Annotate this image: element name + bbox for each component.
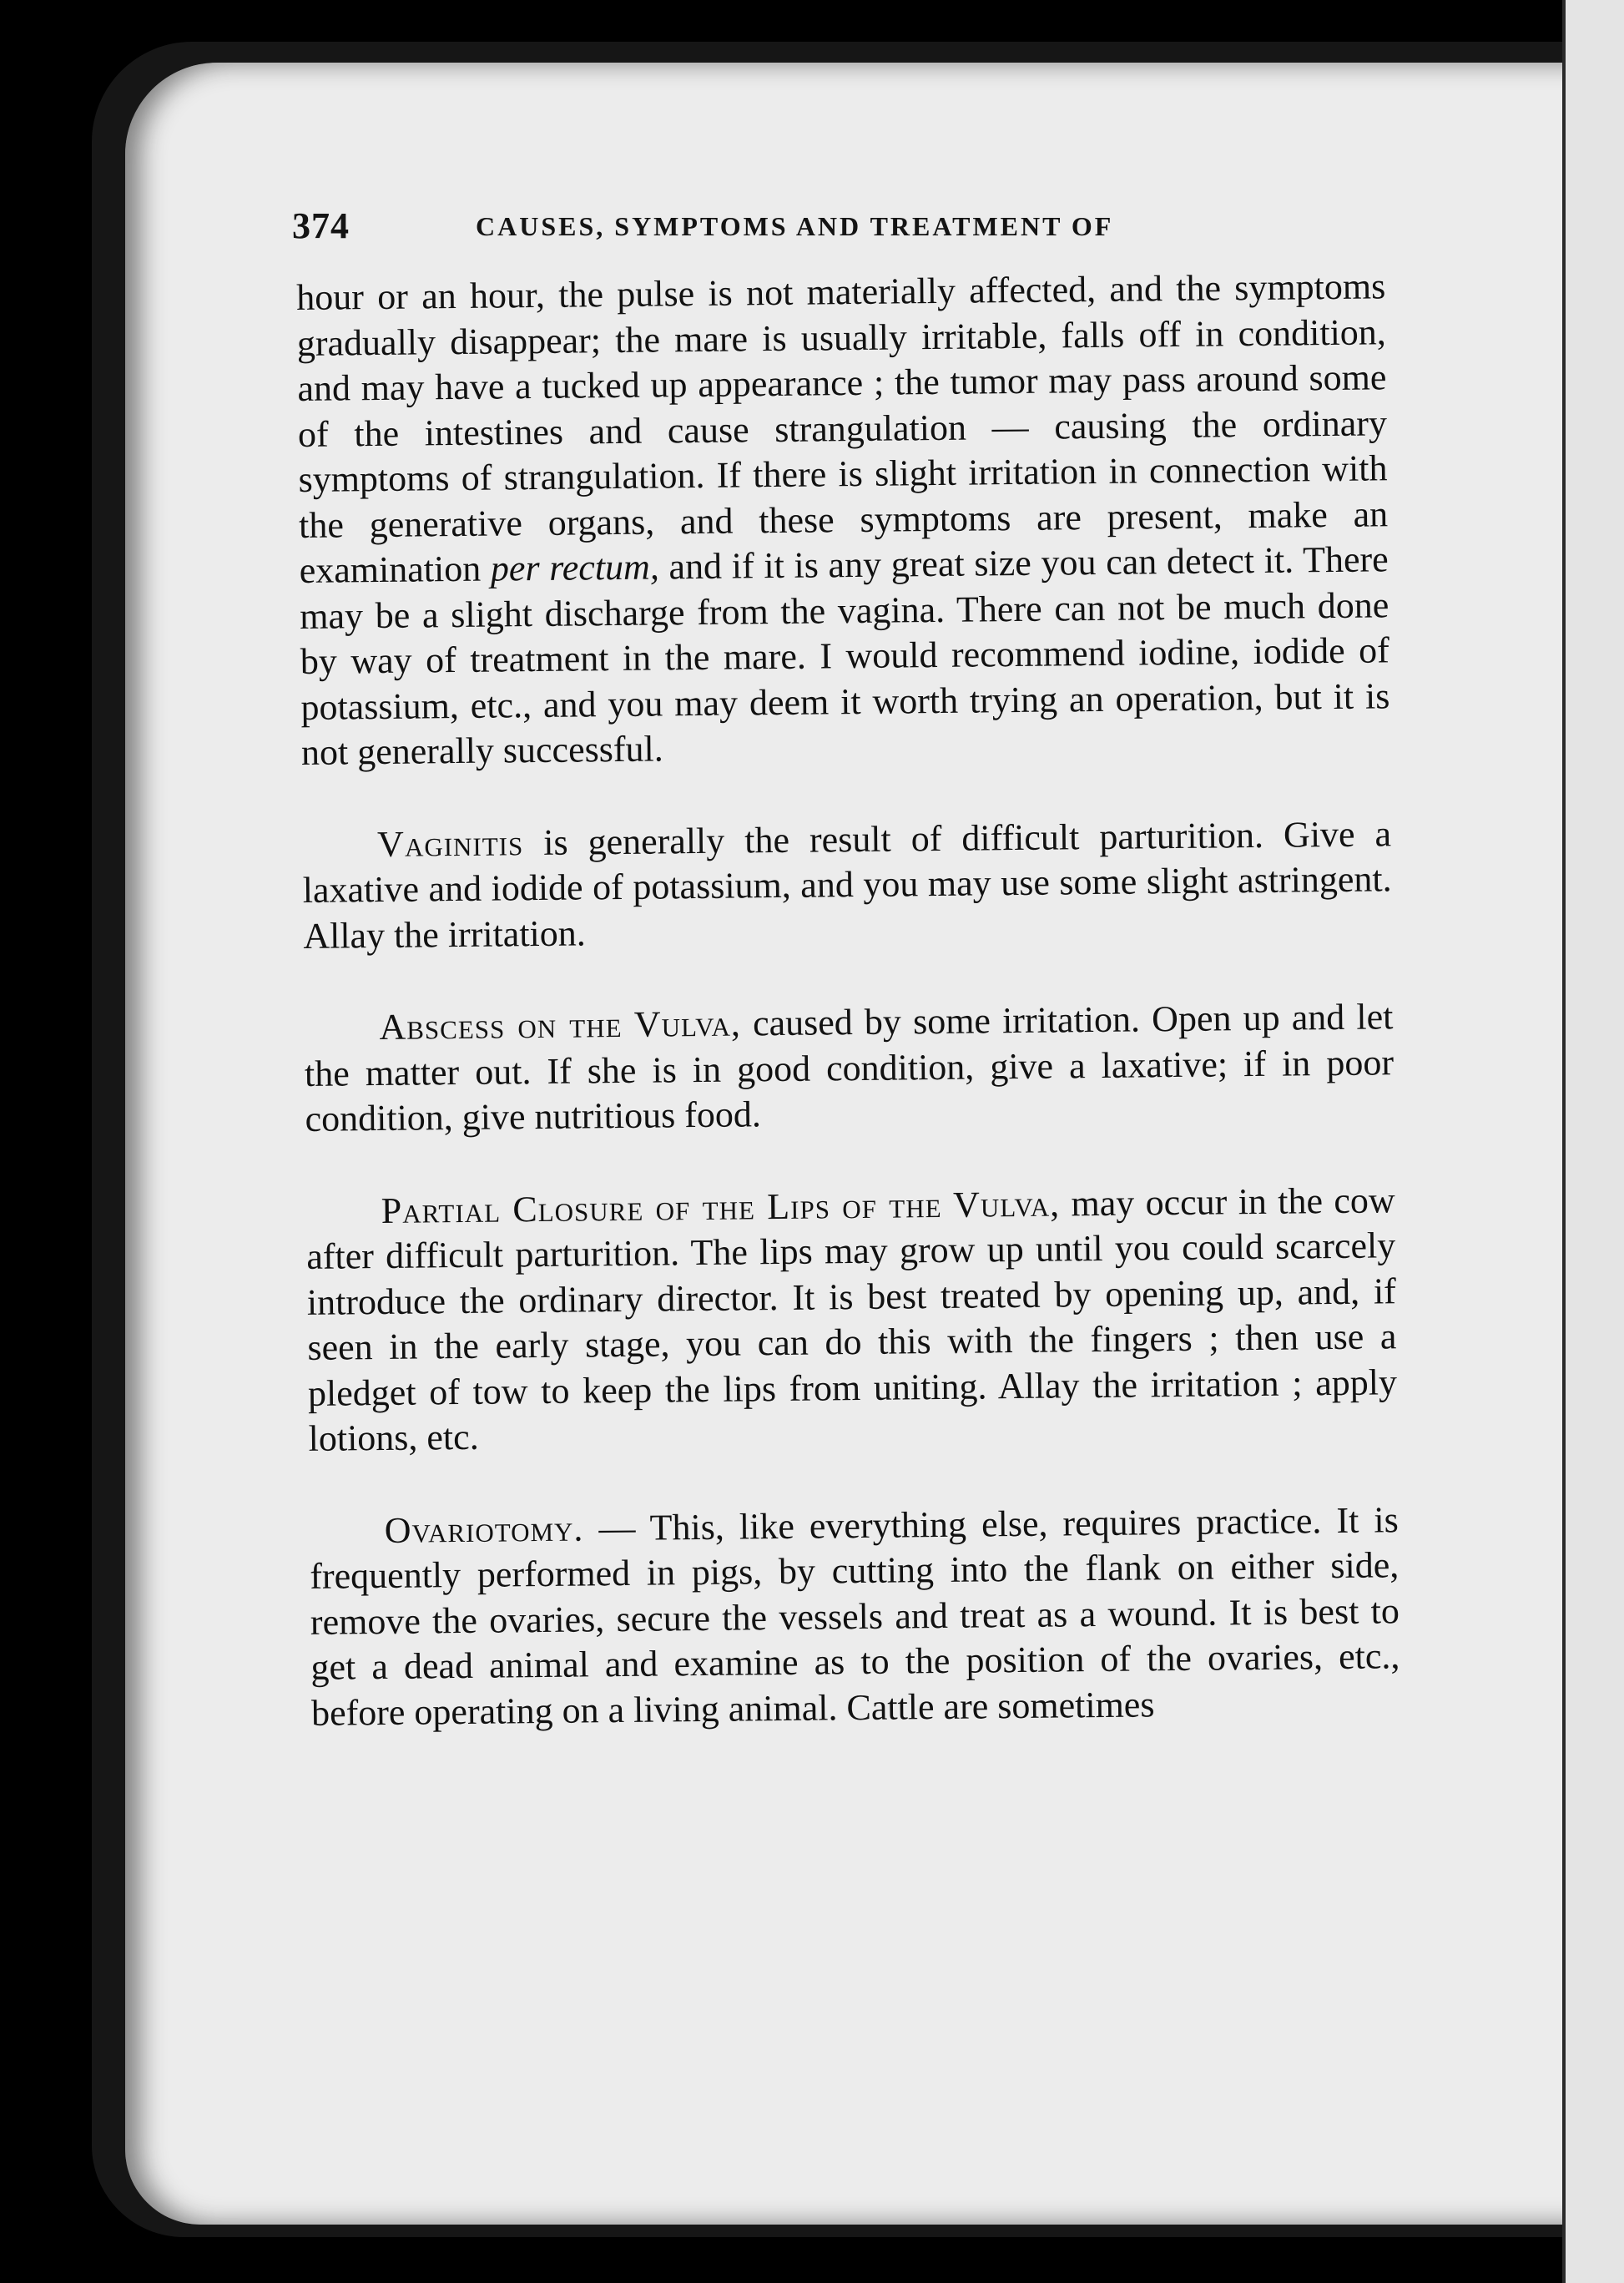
paragraph-partial-closure: [305, 1178, 1397, 1462]
facing-page-edge: [1562, 0, 1624, 2283]
paragraph-ovariotomy: [309, 1498, 1400, 1736]
paragraph-vaginitis: [302, 811, 1393, 959]
body-text: [296, 264, 1401, 1783]
section-heading: Vaginitis: [376, 821, 524, 865]
paragraph-tumor-continued: [296, 264, 1390, 775]
paragraph-text: may occur in the cow after difficult parturition. The lips may grow up until you could scarcely introduce the ordinary director. It is best treated by opening up, and, if seen in the early stage, you can do this with the fingers ; then use a pledget of tow to keep the lips from uniting. Allay the irritation ; apply lotions, etc.: [306, 1179, 1398, 1459]
paragraph-text: hour or an hour, the pulse is not materially affected, and the symptoms gradually disappear; the mare is usually irritable, falls off in condition, and may have a tucked up appearance ; the tumor may pass around some of the intestines and cause strangulation — causing the ordinary symptoms of strangulation. If there is slight irritation in connection with the generative organs, and these symptoms are present, make an examination: [296, 265, 1389, 591]
italic-phrase: per rectum,: [490, 546, 660, 589]
page-number: 374: [292, 205, 350, 246]
running-head: CAUSES, SYMPTOMS AND TREATMENT OF: [476, 211, 1114, 241]
section-heading: Abscess on the Vulva,: [379, 1003, 742, 1048]
paragraph-text: is generally the result of difficult parturition. Give a laxative and iodide of potassium, and you may use some slight astringent. Allay the irritation.: [302, 812, 1392, 957]
paragraph-text: and if it is any great size you can detect it. There may be a slight discharge from the vagina. There can not be much done by way of treatment in the mare. I would recommend iodine, iodide of potassium, etc., and you may deem it worth trying an operation, but it is not generally successful.: [300, 538, 1390, 773]
paragraph-text: caused by some irritation. Open up and let the matter out. If she is in good condition, give a laxative; if in poor condition, give nutritious food.: [304, 996, 1395, 1139]
paragraph-text: — This, like everything else, requires practice. It is frequently performed in pigs, by cutting into the flank on either side, remove the ovaries, secure the vessels and treat as a wound. It is best to get a dead animal and examine as to the position of the ovaries, etc., before operating on a living animal. Cattle are sometimes: [310, 1498, 1400, 1734]
section-heading: Partial Closure of the Lips of the Vulva,: [381, 1182, 1061, 1231]
paragraph-abscess-vulva: [304, 994, 1395, 1142]
section-heading: Ovariotomy.: [384, 1507, 584, 1551]
page-header: [292, 205, 1210, 247]
